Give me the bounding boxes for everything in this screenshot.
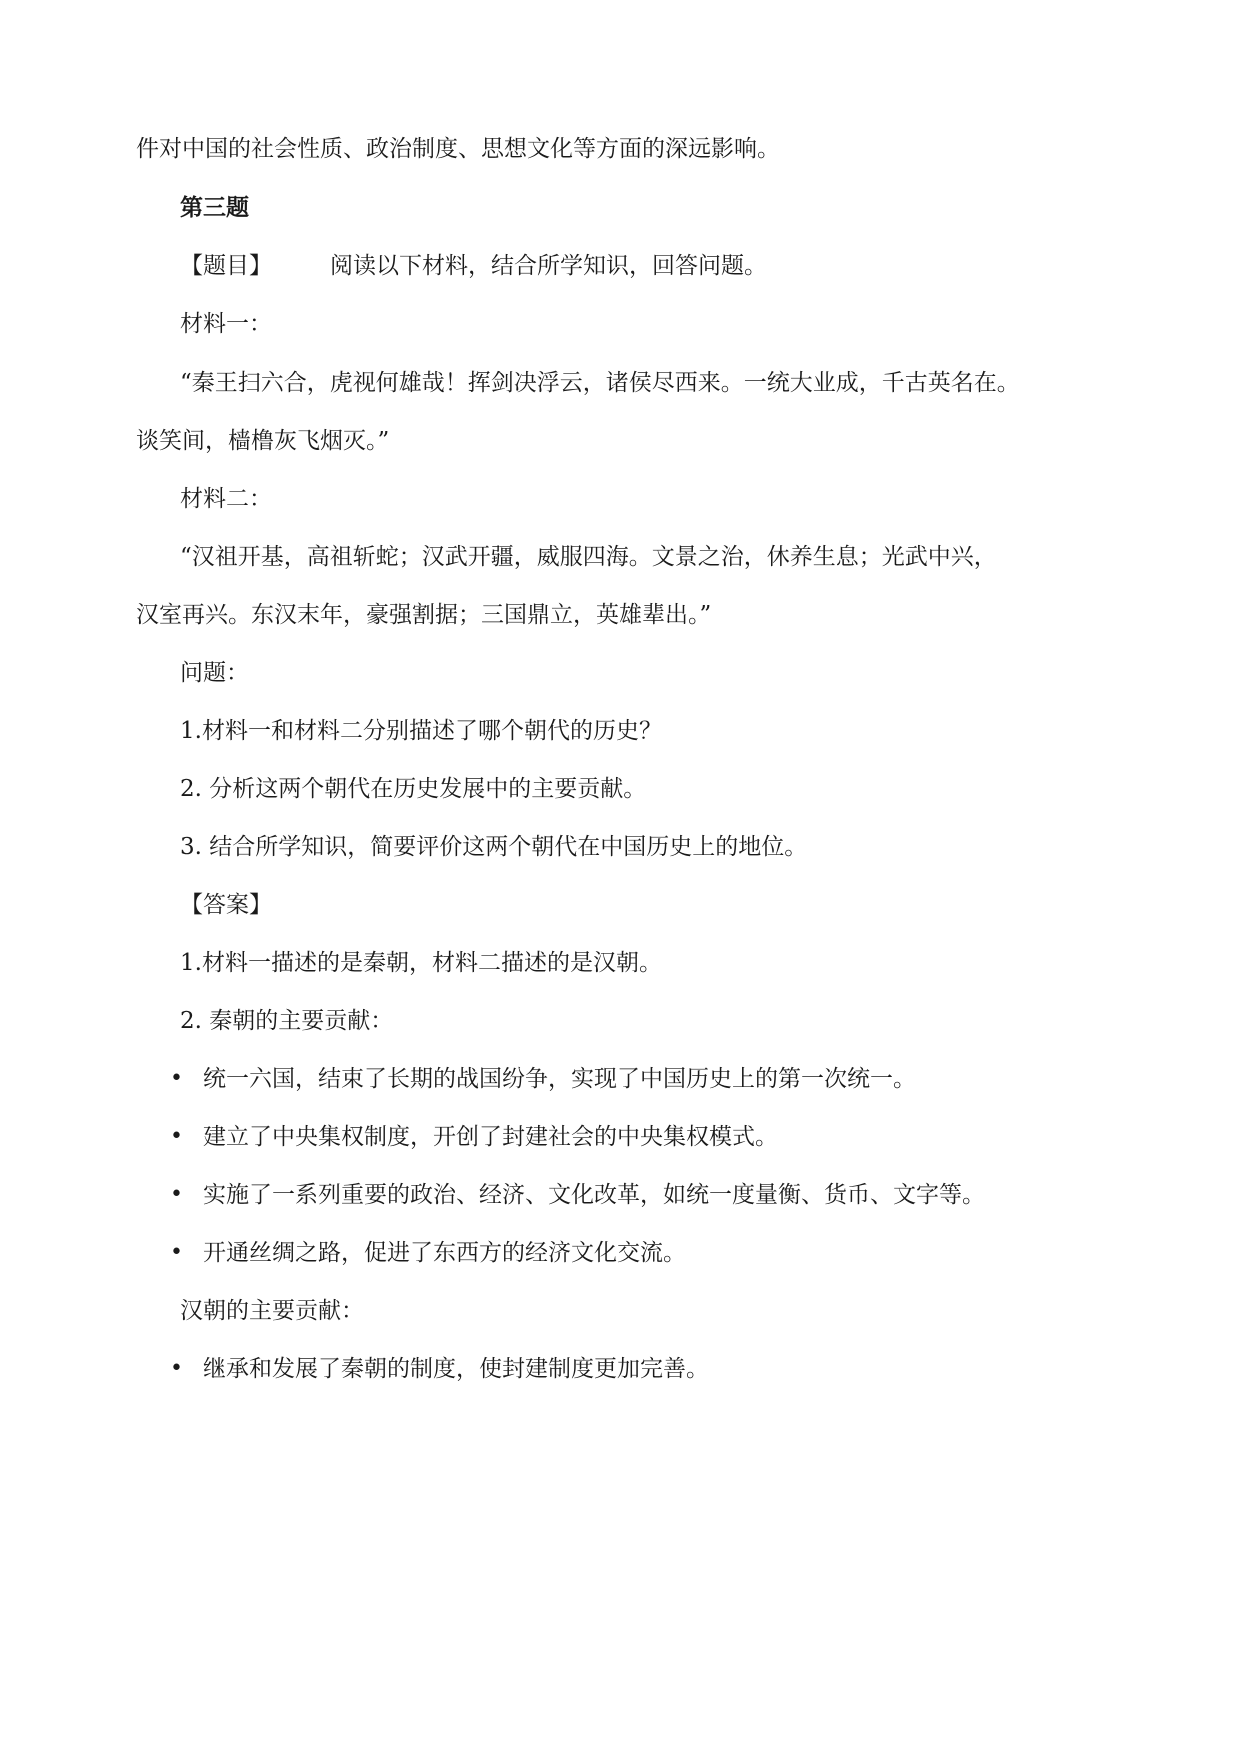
qin-bullet-4: 开通丝绸之路，促进了东西方的经济文化交流。 (203, 1240, 686, 1266)
section-title: 第三题 (180, 195, 249, 221)
qin-bullet-3: 实施了一系列重要的政治、经济、文化改革，如统一度量衡、货币、文字等。 (203, 1182, 985, 1208)
question-3: 3. 结合所学知识，简要评价这两个朝代在中国历史上的地位。 (180, 834, 808, 860)
bullet-icon: • (170, 1356, 183, 1381)
material2-line2: 汉室再兴。东汉末年，豪强割据；三国鼎立，英雄辈出。” (136, 602, 712, 628)
question-1: 1.材料一和材料二分别描述了哪个朝代的历史？ (180, 718, 662, 744)
answer-label: 【答案】 (180, 892, 272, 918)
han-bullet-1: 继承和发展了秦朝的制度，使封建制度更加完善。 (203, 1356, 709, 1382)
intro-line: 件对中国的社会性质、政治制度、思想文化等方面的深远影响。 (136, 136, 780, 162)
question-label: 【题目】 (180, 253, 272, 279)
material2-line1: “汉祖开基，高祖斩蛇；汉武开疆，威服四海。文景之治，休养生息；光武中兴， (180, 544, 997, 570)
qin-bullet-2: 建立了中央集权制度，开创了封建社会的中央集权模式。 (203, 1124, 778, 1150)
answer-1: 1.材料一描述的是秦朝，材料二描述的是汉朝。 (180, 950, 662, 976)
material1-label: 材料一： (180, 311, 272, 337)
material2-label: 材料二： (180, 486, 272, 512)
bullet-icon: • (170, 1066, 183, 1091)
question-2: 2. 分析这两个朝代在历史发展中的主要贡献。 (180, 776, 647, 802)
question-row (180, 251, 767, 281)
bullet-icon: • (170, 1240, 183, 1265)
answer-2: 2. 秦朝的主要贡献： (180, 1008, 394, 1034)
question-text: 阅读以下材料，结合所学知识，回答问题。 (330, 253, 767, 279)
bullet-icon: • (170, 1182, 183, 1207)
qin-bullet-1: 统一六国，结束了长期的战国纷争，实现了中国历史上的第一次统一。 (203, 1066, 916, 1092)
questions-label: 问题： (180, 660, 249, 686)
bullet-icon: • (170, 1124, 183, 1149)
material1-line2: 谈笑间，樯橹灰飞烟灭。” (136, 428, 390, 454)
han-label: 汉朝的主要贡献： (180, 1298, 364, 1324)
material1-line1: “秦王扫六合，虎视何雄哉！挥剑决浮云，诸侯尽西来。一统大业成，千古英名在。 (180, 370, 1020, 396)
